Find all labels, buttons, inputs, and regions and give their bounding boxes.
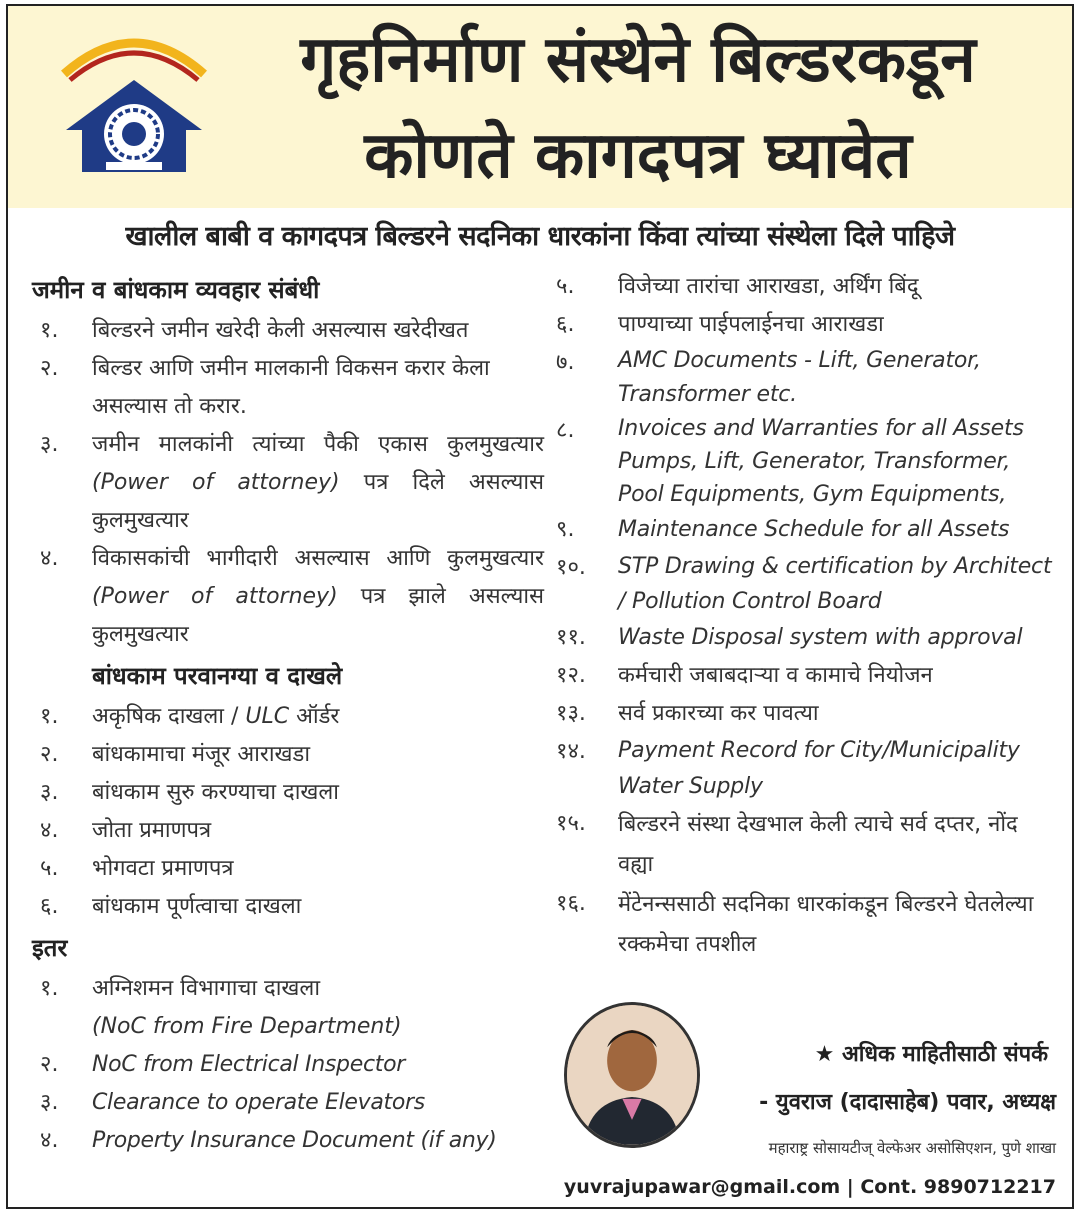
item-number: ३.	[40, 780, 59, 805]
contact-person: - युवराज (दादासाहेब) पवार, अध्यक्ष	[759, 1090, 1056, 1115]
item-text-english: (Power of attorney)	[92, 470, 340, 495]
item-text: बांधकामाचा मंजूर आराखडा	[92, 742, 311, 767]
list-item	[32, 850, 544, 888]
item-number: २.	[40, 1052, 59, 1077]
item-text-english: (Power of attorney)	[92, 584, 338, 609]
item-number: १.	[40, 704, 59, 729]
list-item	[556, 657, 1058, 695]
item-text-part: पत्र झाले असल्यास कुलमुखत्यार	[92, 584, 544, 647]
left-column	[32, 268, 544, 1160]
item-number: १५.	[556, 811, 586, 836]
item-text	[92, 970, 544, 1046]
item-number: १०.	[556, 555, 586, 580]
item-text-part: अग्निशमन विभागाचा दाखला	[92, 976, 321, 1001]
list-item	[556, 733, 1058, 805]
item-text-part: जमीन मालकांनी त्यांच्या पैकी एकास कुलमुखत्यार	[92, 432, 544, 457]
list-item	[32, 1122, 544, 1160]
item-text	[92, 540, 544, 654]
item-text: AMC Documents - Lift, Generator, Transformer etc.	[618, 348, 981, 407]
association-logo-icon	[54, 22, 214, 182]
person-photo-icon	[564, 1002, 700, 1148]
list-item	[556, 885, 1058, 965]
item-text-part: ऑर्डर	[289, 704, 340, 729]
item-text: मेंटेनन्ससाठी सदनिका धारकांकडून बिल्डरने घेतलेल्या रक्कमेचा तपशील	[618, 892, 1034, 957]
item-text: बिल्डरने जमीन खरेदी केली असल्यास खरेदीखत	[92, 318, 469, 343]
list-item	[32, 350, 544, 426]
list-item	[32, 698, 544, 736]
item-number: १३.	[556, 701, 586, 726]
item-text: कर्मचारी जबाबदाऱ्या व कामाचे नियोजन	[618, 663, 933, 688]
item-text: Payment Record for City/Municipality Water Supply	[618, 738, 1020, 799]
document-frame	[6, 4, 1074, 1209]
item-number: ३.	[40, 1090, 59, 1115]
item-text: बिल्डरने संस्था देखभाल केली त्याचे सर्व दप्तर, नोंद वह्या	[618, 812, 1018, 877]
right-column	[556, 268, 1058, 965]
list-item	[556, 268, 1058, 306]
item-text-part: पत्र दिले असल्यास कुलमुखत्यार	[92, 470, 544, 533]
contact-block	[560, 1002, 1060, 1202]
item-text: Invoices and Warranties for all Assets Pumps, Lift, Generator, Transformer, Pool Equipments, Gym Equipments,	[618, 416, 1024, 507]
list-item	[556, 805, 1058, 885]
list-item	[32, 774, 544, 812]
item-number: ४.	[40, 546, 59, 571]
item-text	[92, 426, 544, 540]
list-item	[32, 1046, 544, 1084]
item-text: बांधकाम सुरु करण्याचा दाखला	[92, 780, 340, 805]
item-number: ८.	[556, 418, 575, 443]
item-number: १.	[40, 318, 59, 343]
item-text-english: ULC	[245, 704, 290, 729]
item-number: १२.	[556, 663, 586, 688]
item-text-english: (NoC from Fire Department)	[92, 1014, 402, 1039]
item-number: २.	[40, 356, 59, 381]
item-number: ४.	[40, 818, 59, 843]
list-item	[556, 619, 1058, 657]
list-item	[32, 812, 544, 850]
item-text: STP Drawing & certification by Architect / Pollution Control Board	[618, 554, 1052, 614]
list-item	[32, 312, 544, 350]
list-item	[32, 888, 544, 926]
list-item	[32, 970, 544, 1046]
list-item	[556, 306, 1058, 344]
contact-email-phone: yuvrajupawar@gmail.com | Cont. 9890712217	[563, 1176, 1056, 1198]
item-text: Clearance to operate Elevators	[92, 1090, 425, 1115]
item-text: सर्व प्रकारच्या कर पावत्या	[618, 701, 819, 726]
contact-organization: महाराष्ट्र सोसायटीज् वेल्फेअर असोसिएशन, पुणे शाखा	[768, 1139, 1056, 1157]
item-number: २.	[40, 742, 59, 767]
item-text: भोगवटा प्रमाणपत्र	[92, 856, 234, 881]
item-number: ६.	[556, 312, 575, 337]
header-banner	[8, 6, 1072, 208]
item-number: ६.	[40, 894, 59, 919]
item-number: १४.	[556, 739, 586, 764]
item-number: ५.	[556, 274, 575, 299]
list-item	[32, 1084, 544, 1122]
item-text	[92, 698, 544, 736]
list-item	[32, 540, 544, 654]
item-number: १.	[40, 976, 59, 1001]
item-number: ७.	[556, 350, 575, 375]
item-text: Property Insurance Document (if any)	[92, 1128, 497, 1153]
list-item	[556, 344, 1058, 412]
section-heading-other: इतर	[32, 934, 68, 962]
list-item	[556, 695, 1058, 733]
list-item	[32, 736, 544, 774]
item-text: Waste Disposal system with approval	[618, 625, 1023, 650]
item-text: NoC from Electrical Inspector	[92, 1052, 405, 1077]
contact-heading: ★ अधिक माहितीसाठी संपर्क	[814, 1042, 1048, 1067]
subtitle: खालील बाबी व कागदपत्र बिल्डरने सदनिका धारकांना किंवा त्यांच्या संस्थेला दिले पाहिजे	[125, 221, 955, 252]
list-item	[32, 426, 544, 540]
item-number: ९.	[556, 517, 575, 542]
item-number: ३.	[40, 432, 59, 457]
item-text: बिल्डर आणि जमीन मालकानी विकसन करार केला असल्यास तो करार.	[92, 356, 490, 419]
section-heading-land: जमीन व बांधकाम व्यवहार संबंधी	[32, 276, 320, 304]
title-line-2: कोणते कागदपत्र घ्यावेत	[364, 119, 912, 193]
list-item	[556, 412, 1058, 511]
item-text: पाण्याच्या पाईपलाईनचा आराखडा	[618, 312, 884, 337]
item-text-part: विकासकांची भागीदारी असल्यास आणि कुलमुखत्यार	[92, 546, 544, 571]
item-text: जोता प्रमाणपत्र	[92, 818, 212, 843]
item-number: ४.	[40, 1128, 59, 1153]
section-heading-permits: बांधकाम परवानग्या व दाखले	[92, 662, 343, 690]
item-number: १६.	[556, 891, 586, 916]
item-number: ५.	[40, 856, 59, 881]
item-number: ११.	[556, 625, 586, 650]
item-text: विजेच्या तारांचा आराखडा, अर्थिंग बिंदू	[618, 274, 919, 299]
list-item	[556, 511, 1058, 549]
title-line-1: गृहनिर्माण संस्थेने बिल्डरकडून	[300, 23, 976, 97]
item-text-part: अकृषिक दाखला /	[92, 704, 246, 729]
page-title	[208, 12, 1068, 204]
list-item	[556, 549, 1058, 619]
item-text: बांधकाम पूर्णत्वाचा दाखला	[92, 894, 302, 919]
item-text: Maintenance Schedule for all Assets	[618, 517, 1010, 542]
